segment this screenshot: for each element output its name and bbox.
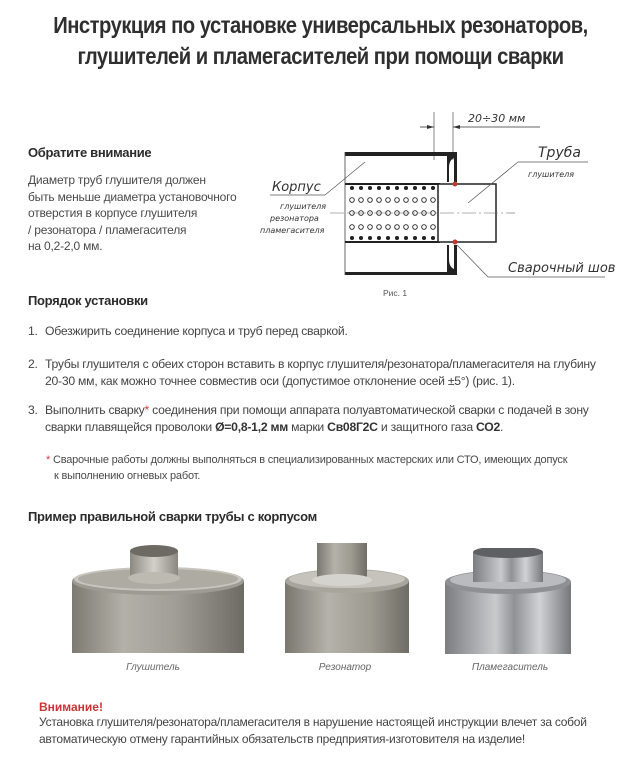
perforation-hole [422,236,425,239]
label-weld: Сварочный шов [508,261,616,276]
shielding-gas: СО2 [476,419,501,434]
perforation-hole [386,186,389,189]
title-line-2: глушителей и пламегасителей при помощи сварки [77,43,564,69]
label-pipe-sub: глушителя [528,170,575,179]
step-text [45,356,635,389]
note-line: Диаметр труб глушителя должен [28,173,206,187]
title-line-1: Инструкция по установке универсальных резонаторов, [53,12,588,38]
perforation-hole [386,236,389,239]
step-number: 3. [28,403,38,417]
warning-text [39,714,619,747]
perforation-hole [431,186,434,189]
photo-flame-arrester [443,548,573,654]
note-line: быть меньше диаметра установочного [28,189,237,204]
perforation-hole [413,225,418,230]
perforation-hole [368,198,373,203]
perforation-hole [386,225,391,230]
perforation-hole [359,198,364,203]
caption-muffler: Глушитель [126,662,180,673]
note-heading: Обратите внимание [28,145,152,160]
perforation-hole [395,236,398,239]
housing-bottom-wall [345,272,457,275]
step-number: 1. [28,324,38,338]
label-body-sub: глушителя [280,202,327,211]
note-line: / резонатора / пламегасителя [28,222,187,237]
footnote [46,453,606,484]
perforation-hole [404,186,407,189]
perforation-hole [395,225,400,230]
note-text [28,172,258,255]
perforation-hole [377,198,382,203]
note-line: на 0,2-2,0 мм. [28,239,103,253]
text: марки [288,419,328,434]
weld-seam-bottom [453,240,458,245]
procedure-heading: Порядок установки [28,293,148,308]
step-line [45,419,635,436]
footnote-marker: * [46,454,51,466]
warning-line: автоматическую отмену гарантийных обязательств предприятия-изготовителя на изделие! [39,731,525,746]
text: . [500,419,504,434]
perforation-hole [395,186,398,189]
label-body: Корпус [272,180,321,195]
note-line: отверстия в корпусе глушителя [28,206,198,220]
perforation-hole [404,225,409,230]
end-cap-bottom [447,245,457,275]
examples-heading: Пример правильной сварки трубы с корпусом [28,509,317,524]
step-text [45,402,635,435]
housing-top-wall [345,152,457,156]
text: Выполнить сварку [45,403,145,417]
perforation-hole [404,236,407,239]
perforation-hole [431,198,436,203]
perforation-hole [359,236,362,239]
perforation-hole [431,225,436,230]
perforation-hole [413,236,416,239]
perforation-hole [413,198,418,203]
perforation-hole [395,198,400,203]
perforation-hole [368,236,371,239]
perforation-hole [377,236,380,239]
perforation-hole [431,236,434,239]
warning-line: Установка глушителя/резонатора/пламегасителя в нарушение настоящей инструкции влечет за собой [39,715,587,729]
end-cap-top [447,152,457,182]
perforation-hole [422,225,427,230]
perforation-hole [377,186,380,189]
photo-resonator [282,543,412,653]
caption-resonator: Резонатор [318,662,372,673]
perforation-hole [350,225,355,230]
text: соединения при помощи аппарата полуавтоматической сварки с подачей в зону [149,403,589,417]
footnote-text: к выполнению огневых работ. [54,469,201,482]
dimension-arrow-left [427,125,434,129]
perforation-hole [377,225,382,230]
perforation-hole [359,225,364,230]
perforation-hole [413,186,416,189]
perforation-hole [350,236,353,239]
weld-seam-top [453,182,458,187]
step-line: Трубы глушителя с обеих сторон вставить в корпус глушителя/резонатора/пламегасителя на глубину [45,357,596,371]
label-pipe: Труба [538,145,581,161]
label-body-sub: резонатора [270,214,319,223]
perforation-hole [404,198,409,203]
caption-flame-arrester: Пламегаситель [471,662,549,673]
perforation-hole [422,198,427,203]
step-line [45,402,635,419]
installation-diagram [250,100,620,290]
step-line: 20-30 мм, как можно точнее совместив оси (допустимое отклонение осей ±5°) (рис. 1). [45,373,515,388]
footnote-text: Сварочные работы должны выполняться в специализированных мастерских или СТО, имеющих допуск [50,454,568,466]
perforation-hole [350,186,353,189]
text: и защитного газа [377,419,477,434]
wire-grade: Св08Г2С [327,419,378,434]
figure-caption: Рис. 1 [383,288,408,298]
photo-muffler [68,543,248,653]
label-body-sub: пламегасителя [260,226,325,235]
perforation-hole [368,225,373,230]
perforation-hole [386,198,391,203]
step-text: Обезжирить соединение корпуса и труб перед сваркой. [45,324,348,338]
perforation-hole [368,186,371,189]
wire-diameter: Ø=0,8-1,2 мм [215,419,289,434]
text: сварки плавящейся проволоки [45,419,216,434]
dimension-label: 20÷30 мм [468,112,526,125]
footnote-marker: * [144,403,150,417]
perforation-hole [359,186,362,189]
warning-title: Внимание! [39,700,103,714]
page-title [45,10,596,72]
perforation-hole [350,198,355,203]
step-number: 2. [28,357,38,371]
perforation-hole [422,186,425,189]
dimension-arrow-right [453,125,460,129]
